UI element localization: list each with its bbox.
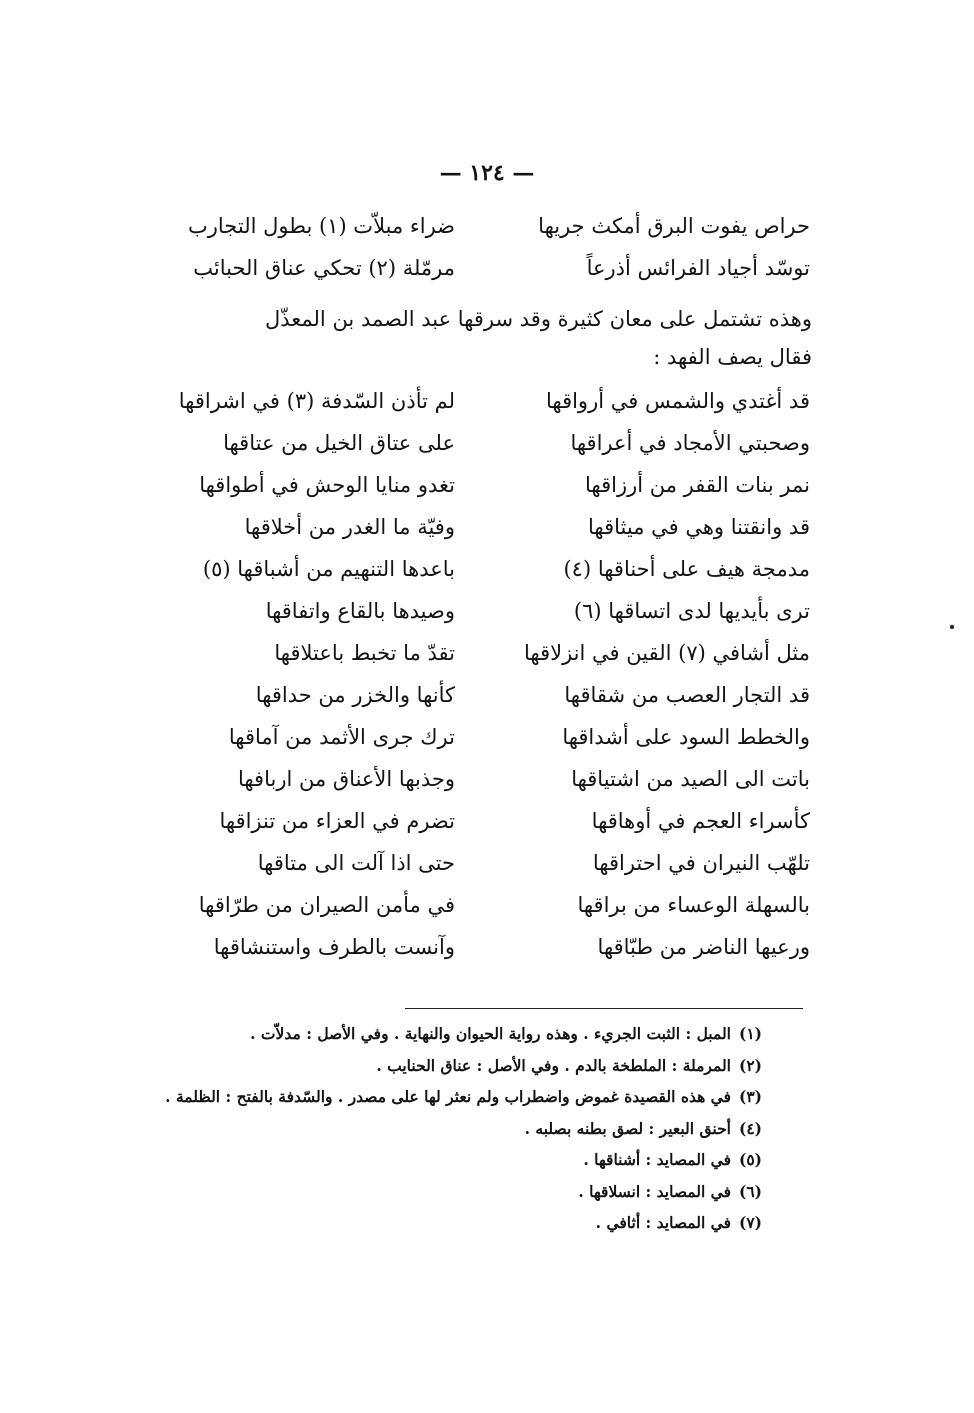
- verse-left-hemistich: ترك جرى الأثمد من آماقها: [228, 725, 455, 749]
- verse-right-hemistich: تلهّب النيران في احتراقها: [592, 851, 810, 875]
- verse-left-hemistich: وصيدها بالقاع واتفاقها: [265, 599, 455, 623]
- verse-line: [150, 632, 810, 674]
- verse-right-hemistich: كأسراء العجم في أوهاقها: [591, 809, 810, 833]
- verse-right-hemistich: باتت الى الصيد من اشتياقها: [571, 767, 810, 791]
- verse-line: [150, 205, 810, 247]
- verse-left-hemistich: على عتاق الخيل من عتاقها: [223, 431, 455, 455]
- verse-line: [150, 247, 810, 289]
- verse-line: [150, 800, 810, 842]
- footnote-number: (٣): [738, 1087, 762, 1106]
- verse-left-hemistich: وآنست بالطرف واستنشاقها: [213, 935, 455, 959]
- footnote: [150, 1050, 762, 1082]
- verse-left-hemistich: وجذبها الأعناق من اربافها: [237, 767, 455, 791]
- footnote-text: في المصايد : أشناقها .: [583, 1150, 731, 1169]
- verse-left-hemistich: لم تأذن السّدفة (٣) في اشراقها: [178, 389, 455, 413]
- footnote: [150, 1113, 762, 1145]
- footnotes: [150, 1018, 762, 1239]
- verse-right-hemistich: حراص يفوت البرق أمكث جريها: [538, 214, 810, 238]
- footnote-number: (٤): [738, 1118, 762, 1138]
- prose-line: فقال يصف الفهد :: [653, 345, 812, 369]
- margin-dot: [950, 625, 954, 629]
- intro-verses: [150, 205, 810, 289]
- footnote-number: (٥): [738, 1150, 762, 1169]
- verse-line: [150, 590, 810, 632]
- footnote: [150, 1144, 762, 1176]
- footnote-text: أحنق البعير : لصق بطنه بصلبه .: [524, 1118, 731, 1138]
- verse-left-hemistich: باعدها التنهيم من أشباقها (٥): [202, 557, 455, 581]
- footnote-text: المبل : الثبت الجريء . وهذه رواية الحيوان والنهاية . وفي الأصل : مدلاّت .: [250, 1024, 731, 1043]
- page-number: — ١٢٤ —: [439, 160, 535, 186]
- verse-right-hemistich: بالسهلة الوعساء من براقها: [577, 893, 810, 917]
- footnote: [150, 1207, 762, 1239]
- verse-line: [150, 674, 810, 716]
- verse-line: [150, 926, 810, 968]
- verse-right-hemistich: وصحبتي الأمجاد في أعراقها: [570, 431, 810, 455]
- verse-left-hemistich: ضراء مبلاّت (١) بطول التجارب: [188, 214, 455, 238]
- footnote: [150, 1081, 762, 1113]
- poem-verses: [150, 380, 810, 968]
- prose-line: وهذه تشتمل على معان كثيرة وقد سرقها عبد الصمد بن المعذّل: [264, 307, 812, 331]
- verse-line: [150, 422, 810, 464]
- verse-right-hemistich: نمر بنات القفر من أرزاقها: [585, 473, 810, 497]
- prose-paragraph: [150, 300, 812, 376]
- verse-right-hemistich: ورعيها الناضر من طبّاقها: [597, 935, 810, 959]
- verse-left-hemistich: تقدّ ما تخبط باعتلاقها: [274, 641, 455, 665]
- verse-line: [150, 842, 810, 884]
- verse-line: [150, 758, 810, 800]
- footnote-divider: [405, 1008, 803, 1009]
- verse-left-hemistich: كأنها والخزر من حداقها: [255, 683, 455, 707]
- verse-left-hemistich: مرمّلة (٢) تحكي عناق الحبائب: [193, 256, 455, 280]
- verse-right-hemistich: توسّد أجياد الفرائس أذرعاً: [586, 256, 810, 280]
- verse-line: [150, 884, 810, 926]
- footnote-number: (١): [738, 1024, 762, 1043]
- verse-left-hemistich: حتى اذا آلت الى متاقها: [257, 851, 455, 875]
- footnote-number: (٧): [738, 1213, 762, 1232]
- footnote-text: في هذه القصيدة غموض واضطراب ولم نعثر لها على مصدر . والسّدفة بالفتح : الظلمة .: [165, 1087, 731, 1106]
- verse-right-hemistich: ترى بأيديها لدى اتساقها (٦): [573, 599, 810, 623]
- footnote-number: (٢): [738, 1055, 762, 1075]
- verse-right-hemistich: مدمجة هيف على أحناقها (٤): [563, 557, 810, 581]
- verse-right-hemistich: قد التجار العصب من شقاقها: [564, 683, 810, 707]
- verse-left-hemistich: في مأمن الصيران من طرّاقها: [198, 893, 455, 917]
- footnote-number: (٦): [738, 1181, 762, 1201]
- verse-right-hemistich: مثل أشافي (٧) القين في انزلاقها: [524, 641, 810, 665]
- footnote-text: في المصايد : أثافي .: [595, 1213, 731, 1232]
- footnote: [150, 1176, 762, 1208]
- footnote-text: المرملة : الملطخة بالدم . وفي الأصل : عناق الحنايب .: [376, 1055, 731, 1075]
- verse-right-hemistich: قد وانقتنا وهي في ميثاقها: [588, 515, 810, 539]
- footnote-text: في المصايد : انسلاقها .: [578, 1181, 731, 1201]
- verse-line: [150, 506, 810, 548]
- verse-right-hemistich: والخطط السود على أشداقها: [562, 725, 810, 749]
- verse-line: [150, 464, 810, 506]
- verse-line: [150, 380, 810, 422]
- verse-line: [150, 548, 810, 590]
- footnote: [150, 1018, 762, 1050]
- verse-line: [150, 716, 810, 758]
- verse-left-hemistich: تغدو منايا الوحش في أطواقها: [199, 473, 455, 497]
- verse-left-hemistich: تضرم في العزاء من تنزاقها: [219, 809, 455, 833]
- verse-right-hemistich: قد أغتدي والشمس في أرواقها: [545, 389, 810, 413]
- verse-left-hemistich: وفيّة ما الغدر من أخلاقها: [244, 515, 455, 539]
